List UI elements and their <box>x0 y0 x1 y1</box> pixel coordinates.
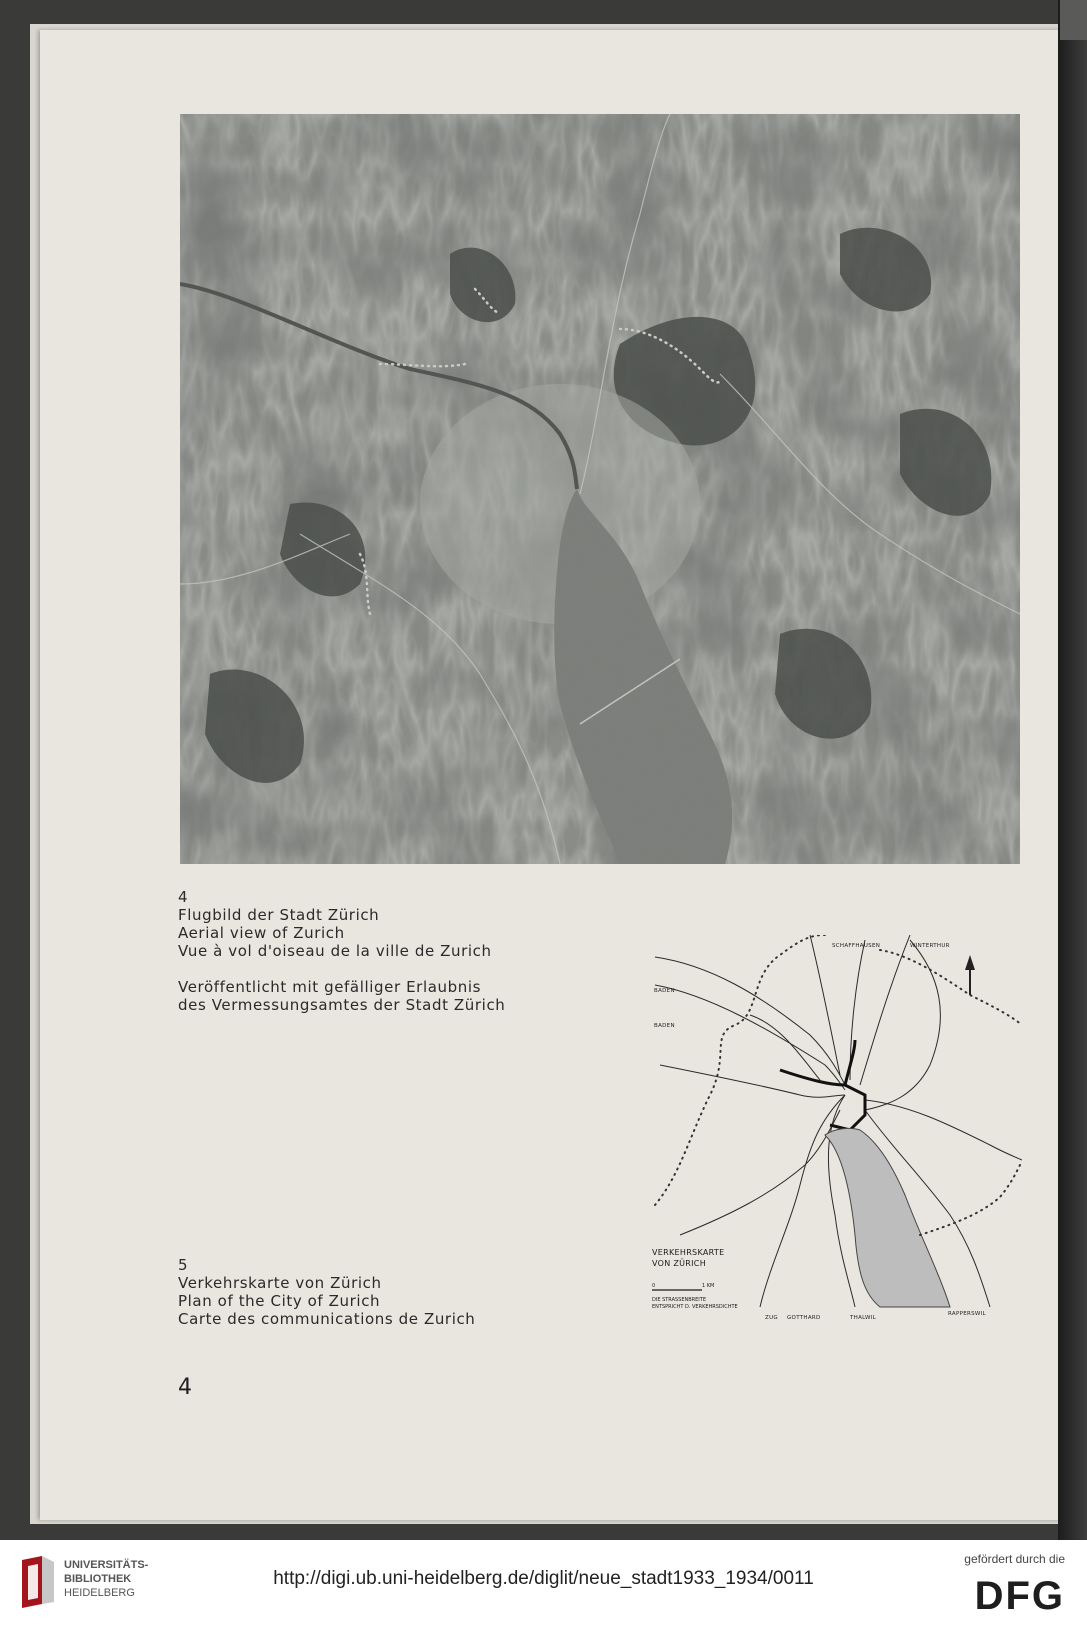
library-name-line-2: BIBLIOTHEK <box>64 1573 132 1585</box>
map-north-arrow <box>965 955 975 995</box>
figure-4-credit-line-2: des Vermessungsamtes der Stadt Zürich <box>178 996 506 1014</box>
page-number: 4 <box>178 1375 192 1400</box>
corner-tape <box>1060 0 1087 40</box>
figure-5-caption-fr: Carte des communications de Zurich <box>178 1310 476 1328</box>
map-label-winterthur: WINTERTHUR <box>910 943 950 949</box>
map-lake <box>825 1128 950 1307</box>
caption-figure-5 <box>178 1256 475 1328</box>
map-label-baden-2: BADEN <box>654 1023 675 1029</box>
footer-bar <box>0 1540 1087 1625</box>
figure-4-caption-de: Flugbild der Stadt Zürich <box>178 906 380 924</box>
map-main-roads <box>780 1040 865 1130</box>
library-name-line-3: HEIDELBERG <box>64 1587 135 1599</box>
map-label-gotthard: GOTTHARD <box>787 1315 821 1321</box>
map-note-line-1: DIE STRASSENBREITE <box>652 1297 706 1303</box>
map-label-rapperswil: RAPPERSWIL <box>948 1311 986 1317</box>
book-binding <box>1058 0 1087 1540</box>
figure-4-caption-en: Aerial view of Zurich <box>178 924 345 942</box>
map-scale-end: 1 KM <box>702 1283 715 1289</box>
figure-4-caption-fr: Vue à vol d'oiseau de la ville de Zurich <box>178 942 492 960</box>
figure-5-caption-de: Verkehrskarte von Zürich <box>178 1274 382 1292</box>
map-title-line-2: VON ZÜRICH <box>652 1259 707 1268</box>
figure-4-credit-line-1: Veröffentlicht mit gefälliger Erlaubnis <box>178 978 482 996</box>
document-url-link[interactable]: http://digi.ub.uni-heidelberg.de/diglit/neue_stadt1933_1934/0011 <box>273 1568 814 1589</box>
traffic-map-zurich <box>650 935 1022 1353</box>
dfg-logo: DFG <box>974 1574 1065 1618</box>
caption-figure-4 <box>178 888 505 1014</box>
map-note-line-2: ENTSPRICHT D. VERKEHRSDICHTE <box>652 1304 738 1310</box>
map-label-baden-1: BADEN <box>654 988 675 994</box>
aerial-photo-zurich <box>180 114 1020 864</box>
figure-5-caption-en: Plan of the City of Zurich <box>178 1292 381 1310</box>
map-scale-start: 0 <box>652 1283 656 1289</box>
figure-5-number: 5 <box>178 1256 189 1274</box>
map-label-thalwil: THALWIL <box>850 1315 877 1321</box>
map-label-schaffhausen: SCHAFFHAUSEN <box>832 943 881 949</box>
library-name-line-1: UNIVERSITÄTS- <box>64 1559 149 1571</box>
map-title-line-1: VERKEHRSKARTE <box>652 1248 725 1257</box>
figure-4-number: 4 <box>178 888 189 906</box>
funding-label: gefördert durch die <box>964 1552 1065 1566</box>
map-label-zug: ZUG <box>765 1315 778 1321</box>
